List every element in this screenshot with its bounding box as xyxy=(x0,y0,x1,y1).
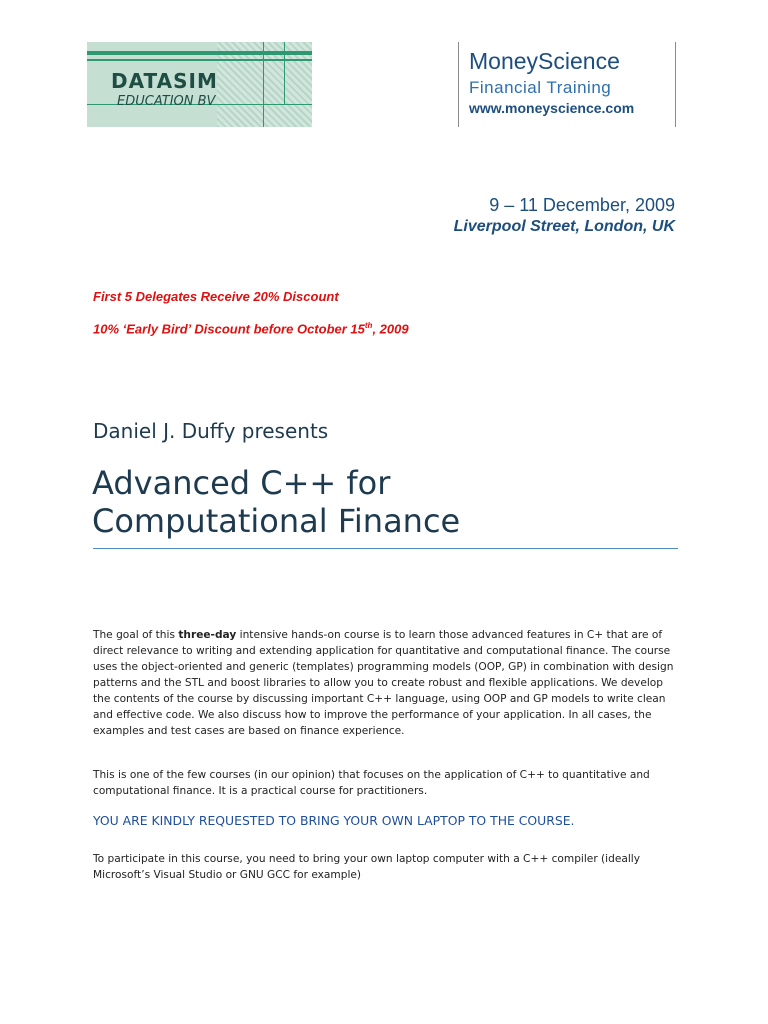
title-divider xyxy=(93,548,678,549)
p1-intro: The goal of this xyxy=(93,629,179,641)
logo-line xyxy=(263,42,264,127)
p1-body: intensive hands-on course is to learn those advanced features in C+ that are of direct relevance to writing and extending application for quantitative and computational finance. The course uses the object-oriented and generic (templates) programming models (OOP, GP) in combination with design patterns and the STL and boost libraries to allow you to create robust and flexible applications. We develop the contents of the course by discussing important C++ language, using OOP and GP models to write clean and effective code. We also discuss how to improve the performance of your application. In all cases, the examples and test cases are based on finance experience. xyxy=(93,629,674,737)
course-title-line2: Computational Finance xyxy=(92,502,461,540)
presenter-line: Daniel J. Duffy presents xyxy=(93,419,329,443)
datasim-logo-subtitle: EDUCATION BV xyxy=(117,94,216,109)
discount-early-bird-text: 10% ‘Early Bird’ Discount before October 15 xyxy=(93,321,365,337)
course-title xyxy=(92,464,460,540)
discount-early-bird-ordinal: th xyxy=(364,321,373,330)
course-title-line1: Advanced C++ for xyxy=(92,464,391,502)
logo-line xyxy=(87,59,312,61)
laptop-requirements-paragraph: To participate in this course, you need to bring your own laptop computer with a C++ compiler (ideally Microsoft’s Visual Studio or GNU GCC for example) xyxy=(93,853,641,881)
event-location: Liverpool Street, London, UK xyxy=(453,218,675,235)
discount-early-bird-year: , 2009 xyxy=(372,321,409,337)
logo-line xyxy=(284,42,285,104)
datasim-logo-name: DATASIM xyxy=(111,69,218,93)
course-description-paragraph xyxy=(93,627,683,739)
course-focus-paragraph: This is one of the few courses (in our opinion) that focuses on the application of C++ to quantitative and computational finance. It is a practical course for practitioners. xyxy=(93,769,650,797)
moneyscience-logo-subtitle: Financial Training xyxy=(469,78,612,97)
event-date: 9 – 11 December, 2009 xyxy=(489,195,675,215)
discount-early-bird xyxy=(93,321,409,336)
moneyscience-url[interactable]: www.moneyscience.com xyxy=(469,100,635,116)
p1-emphasis: three-day xyxy=(178,629,237,641)
datasim-logo xyxy=(87,42,312,127)
laptop-notice: YOU ARE KINDLY REQUESTED TO BRING YOUR OWN LAPTOP TO THE COURSE. xyxy=(93,813,575,828)
moneyscience-logo xyxy=(458,42,676,127)
discount-first-delegates: First 5 Delegates Receive 20% Discount xyxy=(93,289,339,304)
logo-band xyxy=(87,51,312,55)
moneyscience-logo-name: MoneyScience xyxy=(469,48,620,74)
